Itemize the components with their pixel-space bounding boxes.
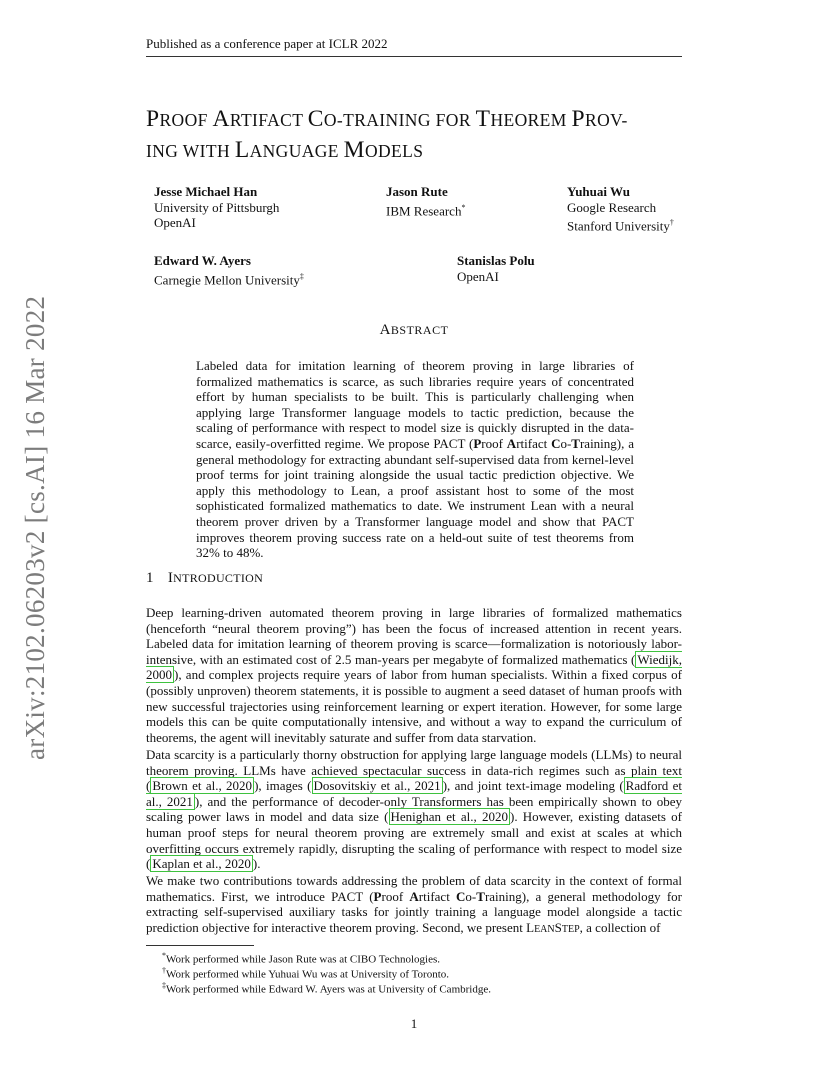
citation-link[interactable]: Brown et al., 2020 (152, 778, 253, 794)
abstract-heading: ABSTRACT (379, 322, 449, 338)
author-block-han (154, 184, 279, 231)
author-affiliation: IBM Research (386, 202, 462, 218)
author-name: Stanislas Polu (457, 253, 535, 268)
author-affiliation: Google Research (567, 199, 657, 215)
author-affiliation: OpenAI (457, 268, 499, 284)
paragraph-2: Data scarcity is a particularly thorny obstruction for applying large language models (LLMs) to neural theorem proving. LLMs have achieved spectacular success in data-rich regimes such as plain text ( Brown et al., 2020 ), images ( Dosovitskiy et al., 2021 ), and joint text-image modeling ( Radford et al., 2021 ), and the performance of decoder-only Transformers has been empirically shown to obey scaling power laws in model and data size ( Henighan et al., 2020 ). However, existing datasets of human proof steps for neural theorem proving are extremely small and exist at scales at which overfitting occurs extremely rapidly, disrupting the scaling of performance with respect to model size ( Kaplan et al., 2020 ). (146, 747, 683, 872)
section-heading-introduction: 1 INTRODUCTION (146, 570, 264, 586)
abstract-text: Labeled data for imitation learning of theorem proving in large libraries of formalized mathematics is scarce, as such libraries require years of concentrated effort by human specialists to be built. This is particularly challenging when applying large Transformer language models to tactic prediction, because the scaling of performance with respect to model size is quickly disrupted in the data-scarce, easily-overfitted regime. We propose PACT (Proof Artifact Co-Training), a general methodology for extracting abundant self-supervised data from kernel-level proof terms for joint training alongside the usual tactic prediction objective. We apply this methodology to Lean, a proof assistant host to some of the most sophisticated formalized mathematics to date. We instrument Lean with a neural theorem prover driven by a Transformer language model and show that PACT improves theorem proving success rate on a held-out suite of test theorems from 32% to 48%. (196, 358, 634, 561)
author-affiliation: Carnegie Mellon University (154, 271, 300, 287)
author-block-wu (567, 184, 674, 234)
author-affiliation: Stanford University (567, 218, 670, 234)
footnote-mark: † (669, 218, 674, 228)
author-block-polu (457, 253, 535, 284)
footnote-rule (146, 945, 254, 946)
footnote-2: †Work performed while Yuhuai Wu was at University of Toronto. (162, 966, 450, 981)
author-affiliation: OpenAI (154, 215, 196, 231)
author-block-ayers (154, 253, 304, 288)
citation-link[interactable]: Radford et al., 2021 (146, 778, 683, 809)
page-number: 1 (410, 1016, 418, 1031)
author-affiliation: University of Pittsburgh (154, 199, 280, 215)
citation-link[interactable]: Henighan et al., 2020 (390, 809, 508, 825)
author-name: Jason Rute (386, 184, 448, 199)
paragraph-1: Deep learning-driven automated theorem proving in large libraries of formalized mathematics (henceforth “neural theorem proving”) has been the focus of increased attention in recent years. Labeled data for imitation learning of theorem proving is scarce—formalization is notoriously labor-intensive, with an estimated cost of 2.5 man-years per megabyte of formalized mathematics ( Wiedijk, 2000 ), and complex projects require years of labor from human specialists. Within a fixed corpus of (possibly unproven) theorem statements, it is possible to augment a seed dataset of human proofs with new successful trajectories using reinforcement learning or expert iteration. However, for some large models this can be quite computationally intensive, and without a way to expand the curriculum of theorems, the agent will inevitably saturate and suffer from data starvation. (146, 605, 682, 745)
author-name: Edward W. Ayers (154, 253, 251, 268)
arxiv-stamp: arXiv:2102.06203v2 [cs.AI] 16 Mar 2022 (20, 295, 50, 760)
paper-title: PROOF ARTIFACT CO-TRAINING FOR THEOREM PROV- ING WITH LANGUAGE MODELS (146, 106, 628, 163)
author-name: Yuhuai Wu (567, 184, 631, 199)
running-header (146, 36, 682, 57)
footnote-1: *Work performed while Jason Rute was at CIBO Technologies. (162, 951, 441, 966)
citation-link[interactable]: Wiedijk, 2000 (146, 651, 682, 683)
footnote-3: ‡Work performed while Edward W. Ayers was at University of Cambridge. (162, 981, 491, 996)
footnote-mark: * (461, 202, 466, 212)
citation-link[interactable]: Kaplan et al., 2020 (152, 856, 251, 872)
citation-link[interactable]: Dosovitskiy et al., 2021 (313, 778, 441, 794)
venue-text: Published as a conference paper at ICLR 2022 (146, 36, 388, 51)
paragraph-3: We make two contributions towards addressing the problem of data scarcity in the context of formal mathematics. First, we introduce PACT (Proof Artifact Co-Training), a general methodology for extracting self-supervised auxiliary tasks for jointly training a language model alongside a tactic prediction objective for interactive theorem proving. Second, we present LEANSTEP, a collection of (146, 873, 683, 935)
footnote-mark: ‡ (299, 271, 304, 281)
author-name: Jesse Michael Han (154, 184, 258, 199)
author-block-rute (386, 184, 465, 219)
